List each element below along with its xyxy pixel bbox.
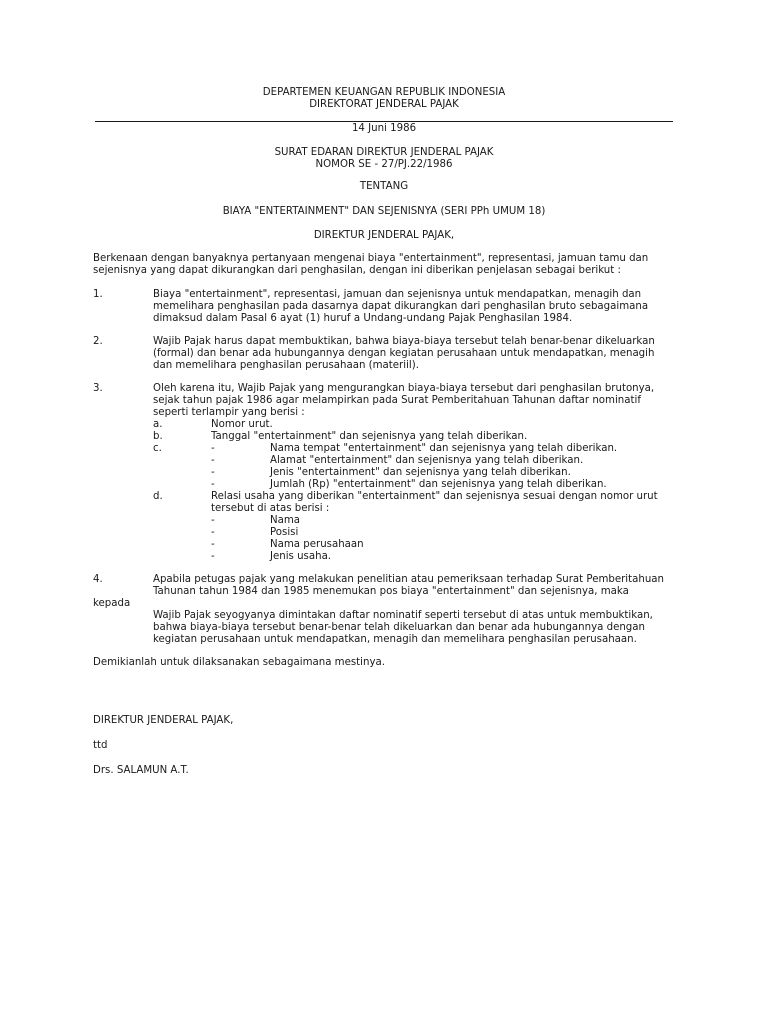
sub-item-c: Nama tempat "entertainment" dan sejenisnya yang telah diberikan. bbox=[270, 443, 618, 454]
sub-item-a: Nomor urut. bbox=[211, 419, 273, 430]
sub-item-d-entry: Nama bbox=[270, 515, 301, 526]
item-number-3: 3. bbox=[93, 383, 103, 394]
sub-item-d: tersebut di atas berisi : bbox=[211, 503, 330, 514]
signature-ttd: ttd bbox=[93, 740, 108, 751]
item-4-line: kegiatan perusahaan untuk mendapatkan, menagih dan memelihara penghasilan perusahaan. bbox=[153, 634, 637, 645]
item-3-line: seperti terlampir yang berisi : bbox=[153, 407, 305, 418]
addressee: DIREKTUR JENDERAL PAJAK, bbox=[313, 230, 455, 241]
sub-label-c: c. bbox=[153, 443, 162, 454]
dash-bullet: - bbox=[211, 455, 215, 466]
sub-item-c: Jenis "entertainment" dan sejenisnya yang telah diberikan. bbox=[270, 467, 571, 478]
dash-bullet: - bbox=[211, 551, 215, 562]
sub-item-b: Tanggal "entertainment" dan sejenisnya yang telah diberikan. bbox=[211, 431, 528, 442]
item-4-line: Tahunan tahun 1984 dan 1985 menemukan pos biaya "entertainment" dan sejenisnya, maka bbox=[153, 586, 629, 597]
header-divider bbox=[95, 121, 673, 122]
document-date: 14 Juni 1986 bbox=[351, 123, 417, 134]
closing-text: Demikianlah untuk dilaksanakan sebagaimana mestinya. bbox=[93, 657, 385, 668]
dash-bullet: - bbox=[211, 539, 215, 550]
item-4-line: Apabila petugas pajak yang melakukan penelitian atau pemeriksaan terhadap Surat Pemberitahuan bbox=[153, 574, 664, 585]
header-line-1: DEPARTEMEN KEUANGAN REPUBLIK INDONESIA bbox=[262, 87, 506, 98]
item-2-line: (formal) dan benar ada hubungannya dengan kegiatan perusahaan untuk mendapatkan, menagih bbox=[153, 348, 655, 359]
intro-line: sejenisnya yang dapat dikurangkan dari penghasilan, dengan ini diberikan penjelasan sebagai berikut : bbox=[93, 265, 621, 276]
item-2-line: Wajib Pajak harus dapat membuktikan, bahwa biaya-biaya tersebut telah benar-benar dikeluarkan bbox=[153, 336, 655, 347]
sub-item-d-entry: Nama perusahaan bbox=[270, 539, 364, 550]
item-1-line: dimaksud dalam Pasal 6 ayat (1) huruf a Undang-undang Pajak Penghasilan 1984. bbox=[153, 313, 573, 324]
kepada-word: kepada bbox=[93, 598, 131, 609]
signatory-name: Drs. SALAMUN A.T. bbox=[93, 765, 189, 776]
document-title: SURAT EDARAN DIREKTUR JENDERAL PAJAK bbox=[274, 147, 494, 158]
tentang-label: TENTANG bbox=[359, 181, 409, 192]
sub-item-d-entry: Jenis usaha. bbox=[270, 551, 332, 562]
item-4-line: bahwa biaya-biaya tersebut benar-benar telah dikeluarkan dan benar ada hubungannya dengan bbox=[153, 622, 645, 633]
sub-label-b: b. bbox=[153, 431, 163, 442]
item-number-4: 4. bbox=[93, 574, 103, 585]
header-line-2: DIREKTORAT JENDERAL PAJAK bbox=[309, 99, 459, 110]
sub-item-d-entry: Posisi bbox=[270, 527, 299, 538]
sub-label-a: a. bbox=[153, 419, 163, 430]
intro-line: Berkenaan dengan banyaknya pertanyaan mengenai biaya "entertainment", representasi, jamuan tamu dan bbox=[93, 253, 649, 264]
dash-bullet: - bbox=[211, 443, 215, 454]
document-number: NOMOR SE - 27/PJ.22/1986 bbox=[315, 159, 453, 170]
item-3-line: Oleh karena itu, Wajib Pajak yang mengurangkan biaya-biaya tersebut dari penghasilan brutonya, bbox=[153, 383, 655, 394]
item-3-line: sejak tahun pajak 1986 agar melampirkan pada Surat Pemberitahuan Tahunan daftar nominatif bbox=[153, 395, 641, 406]
item-4-line: Wajib Pajak seyogyanya dimintakan daftar nominatif seperti tersebut di atas untuk membuktikan, bbox=[153, 610, 653, 621]
document-subject: BIAYA "ENTERTAINMENT" DAN SEJENISNYA (SERI PPh UMUM 18) bbox=[222, 206, 546, 217]
signature-title: DIREKTUR JENDERAL PAJAK, bbox=[93, 715, 234, 726]
sub-item-c: Jumlah (Rp) "entertainment" dan sejenisnya yang telah diberikan. bbox=[270, 479, 607, 490]
sub-item-c: Alamat "entertainment" dan sejenisnya yang telah diberikan. bbox=[270, 455, 584, 466]
item-1-line: memelihara penghasilan pada dasarnya dapat dikurangkan dari penghasilan bruto sebagaimana bbox=[153, 301, 649, 312]
dash-bullet: - bbox=[211, 515, 215, 526]
sub-label-d: d. bbox=[153, 491, 163, 502]
item-number-2: 2. bbox=[93, 336, 103, 347]
sub-item-d: Relasi usaha yang diberikan "entertainment" dan sejenisnya sesuai dengan nomor urut bbox=[211, 491, 658, 502]
dash-bullet: - bbox=[211, 479, 215, 490]
item-2-line: dan memelihara penghasilan perusahaan (materiil). bbox=[153, 360, 419, 371]
dash-bullet: - bbox=[211, 527, 215, 538]
item-1-line: Biaya "entertainment", representasi, jamuan dan sejenisnya untuk mendapatkan, menagih dan bbox=[153, 289, 642, 300]
dash-bullet: - bbox=[211, 467, 215, 478]
item-number-1: 1. bbox=[93, 289, 103, 300]
